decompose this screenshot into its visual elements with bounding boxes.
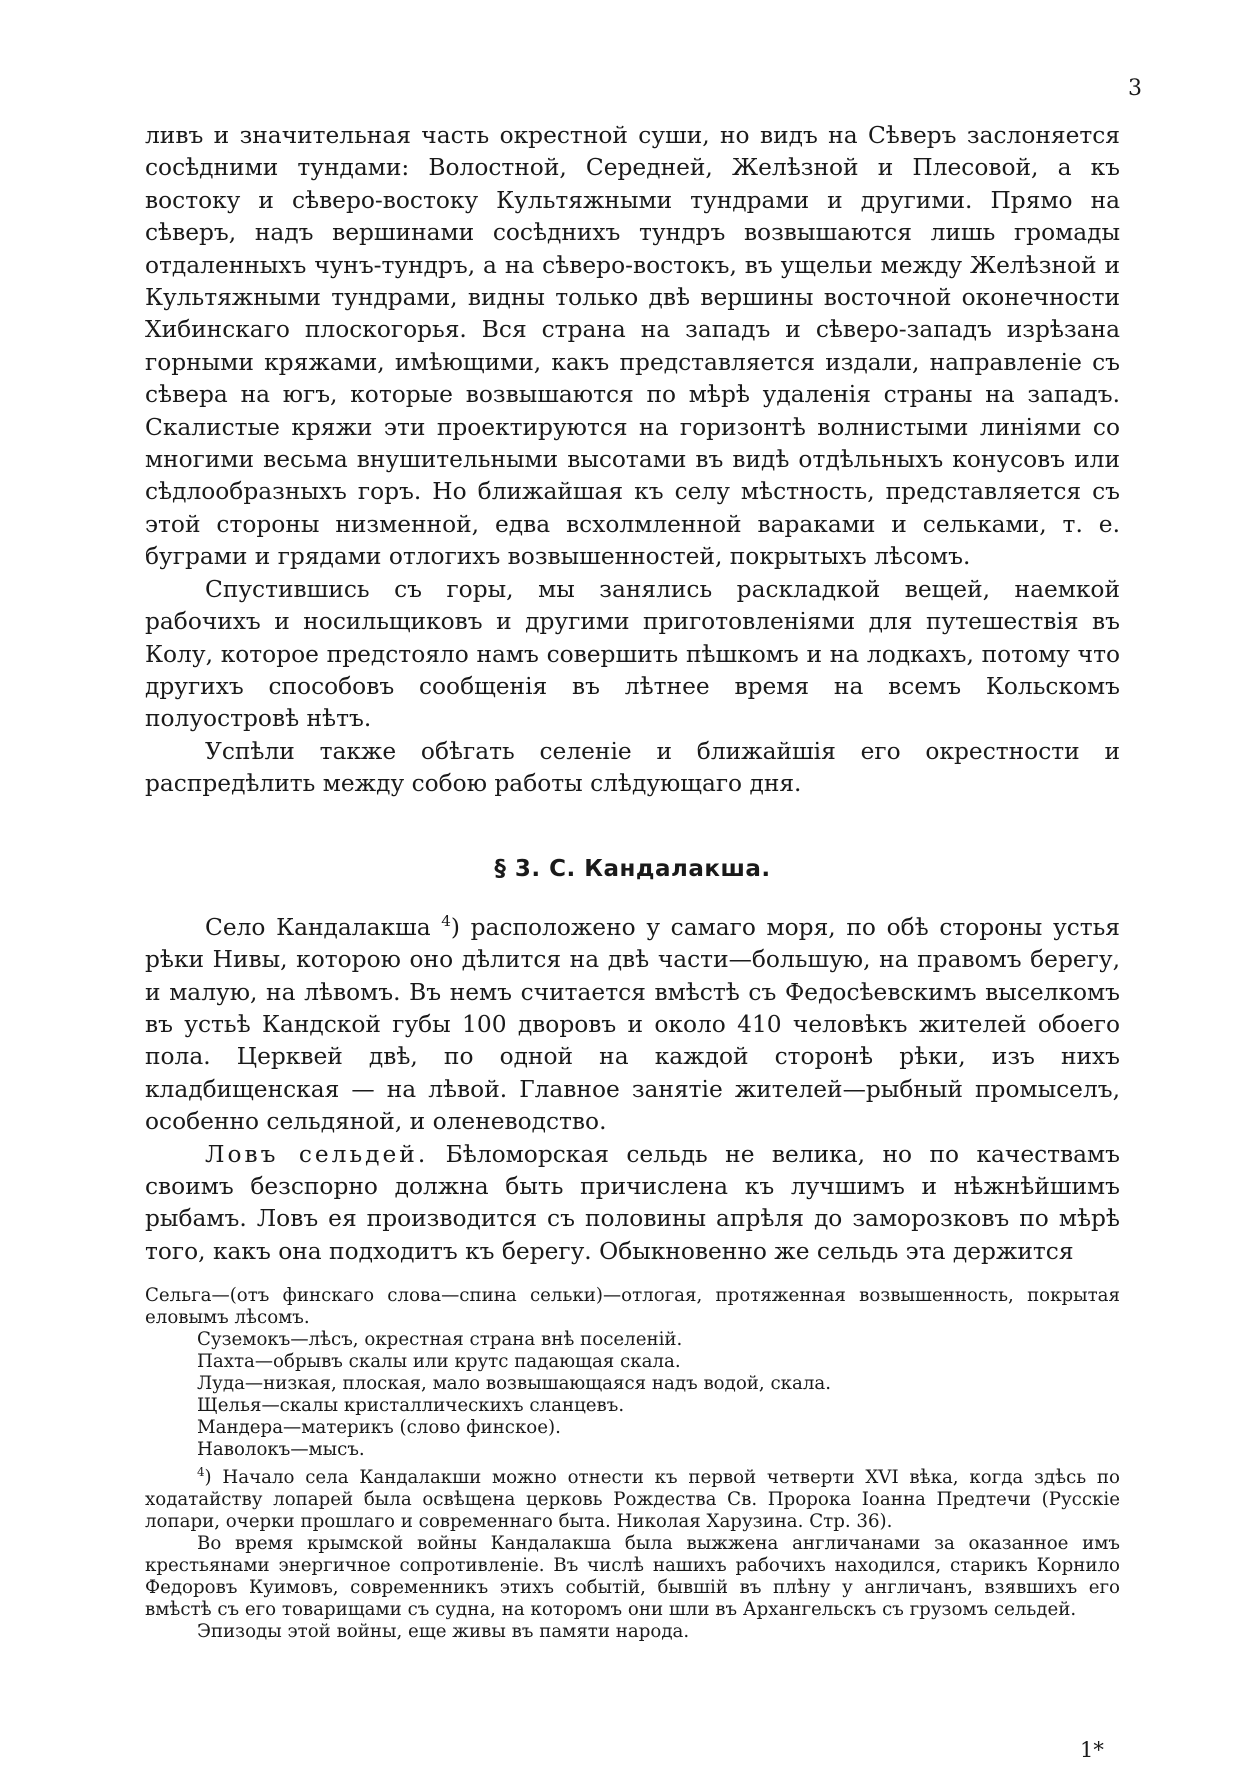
- footnotes: [145, 1285, 1120, 1643]
- signature-mark: 1*: [1080, 1738, 1104, 1762]
- footnote-suzemok: Суземокъ—лѣсъ, окрестная страна внѣ поселеній.: [197, 1329, 683, 1350]
- paragraph-kandalaksha-start: Село Кандалакша: [205, 913, 431, 941]
- paragraph-kandalaksha-rest: ) расположено у самаго моря, по обѣ стороны устья рѣки Нивы, которою оно дѣлится на двѣ части—большую, на правомъ берегу, и малую, на лѣвомъ. Въ немъ считается вмѣстѣ съ Федосѣевскимъ выселкомъ въ устьѣ Кандской губы 100 дворовъ и около 410 человѣкъ жителей обоего пола. Церквей двѣ, по одной на каждой сторонѣ рѣки, изъ нихъ кладбищенская — на лѣвой. Главное занятіе жителей—рыбный промыселъ, особенно сельдяной, и оленеводство.: [145, 913, 1121, 1136]
- footnote-pakhta: Пахта—обрывъ скалы или крутс падающая скала.: [197, 1351, 681, 1372]
- footnote-4: [145, 1461, 1120, 1533]
- herring-lead: Ловъ сельдей.: [205, 1140, 429, 1168]
- footnote-4-mark: 4: [197, 1465, 205, 1479]
- main-text: [145, 120, 1120, 1268]
- paragraph-intro-2: Спустившись съ горы, мы занялись раскладкой вещей, наемкой рабочихъ и носильщиковъ и другими приготовленіями для путешествія въ Колу, которое предстояло намъ совершить пѣшкомъ и на лодкахъ, потому что другихъ способовъ сообщенія въ лѣтнее время на всемъ Кольскомъ полуостровѣ нѣтъ.: [145, 575, 1120, 733]
- footnote-episodes: Эпизоды этой войны, еще живы въ памяти народа.: [197, 1621, 690, 1643]
- footnote-ref-4: 4: [441, 911, 451, 930]
- paragraph-kandalaksha: [145, 905, 1120, 1139]
- herring-rest: Бѣломорская сельдь не велика, но по качествамъ своимъ безспорно должна быть причислена къ лучшимъ и нѣжнѣйшимъ рыбамъ. Ловъ ея производится съ половины апрѣля до заморозковъ по мѣрѣ того, какъ она подходитъ къ берегу. Обыкновенно же сельдь эта держится: [145, 1140, 1120, 1265]
- section-heading: § 3. С. Кандалакша.: [494, 855, 771, 882]
- paragraph-intro-1: ливъ и значительная часть окрестной суши, но видъ на Сѣверъ заслоняется сосѣдними тундами: Волостной, Середней, Желѣзной и Плесовой, а къ востоку и сѣверо-востоку Культяжными тундрами и другими. Прямо на сѣверъ, надъ вершинами сосѣднихъ тундръ возвышаются лишь громады отдаленныхъ чунъ-тундръ, а на сѣверо-востокъ, въ ущельи между Желѣзной и Культяжными тундрами, видны только двѣ вершины восточной оконечности Хибинскаго плоскогорья. Вся страна на западъ и сѣверо-западъ изрѣзана горными кряжами, имѣющими, какъ представляется издали, направленіе съ сѣвера на югъ, которые возвышаются по мѣрѣ удаленія страны на западъ. Скалистые кряжи эти проектируются на горизонтѣ волнистыми линіями со многими весьма внушительными высотами въ видѣ отдѣльныхъ конусовъ или сѣдлообразныхъ горъ. Но ближайшая къ селу мѣстность, представляется съ этой стороны низменной, едва всхолмленной вараками и сельками, т. е. буграми и грядами отлогихъ возвышенностей, покрытыхъ лѣсомъ.: [145, 122, 1120, 571]
- footnote-luda: Луда—низкая, плоская, мало возвышающаяся надъ водой, скала.: [197, 1373, 832, 1394]
- footnote-selga: Сельга—(отъ финскаго слова—спина сельки)—отлогая, протяженная возвышенность, покрытая еловымъ лѣсомъ.: [145, 1285, 1120, 1328]
- footnote-shchelya: Щелья—скалы кристаллическихъ сланцевъ.: [197, 1395, 625, 1416]
- footnote-4-text: ) Начало села Кандалакши можно отнести къ первой четверти XVI вѣка, когда здѣсь по ходатайству лопарей была освѣщена церковь Рождества Св. Пророка Іоанна Предтечи (Русскіе лопари, очерки прошлаго и современнаго быта. Николая Харузина. Стр. 36).: [145, 1467, 1120, 1533]
- paragraph-herring: [145, 1139, 1120, 1269]
- page-number: 3: [1128, 76, 1142, 101]
- footnote-war: Во время крымской войны Кандалакша была выжжена англичанами за оказанное имъ крестьянами энергичное сопротивленіе. Въ числѣ нашихъ рабочихъ находился, старикъ Корнило Федоровъ Куимовъ, современникъ этихъ событій, бывшій въ плѣну у англичанъ, взявшихъ его вмѣстѣ съ его товарищами съ судна, на которомъ они шли въ Архангельскъ съ грузомъ сельдей.: [145, 1533, 1120, 1621]
- paragraph-intro-3: Успѣли также обѣгать селеніе и ближайшія его окрестности и распредѣлить между собою работы слѣдующаго дня.: [145, 737, 1120, 798]
- footnote-mandera: Мандера—материкъ (слово финское).: [197, 1417, 561, 1438]
- footnote-navolok: Наволокъ—мысъ.: [197, 1439, 365, 1460]
